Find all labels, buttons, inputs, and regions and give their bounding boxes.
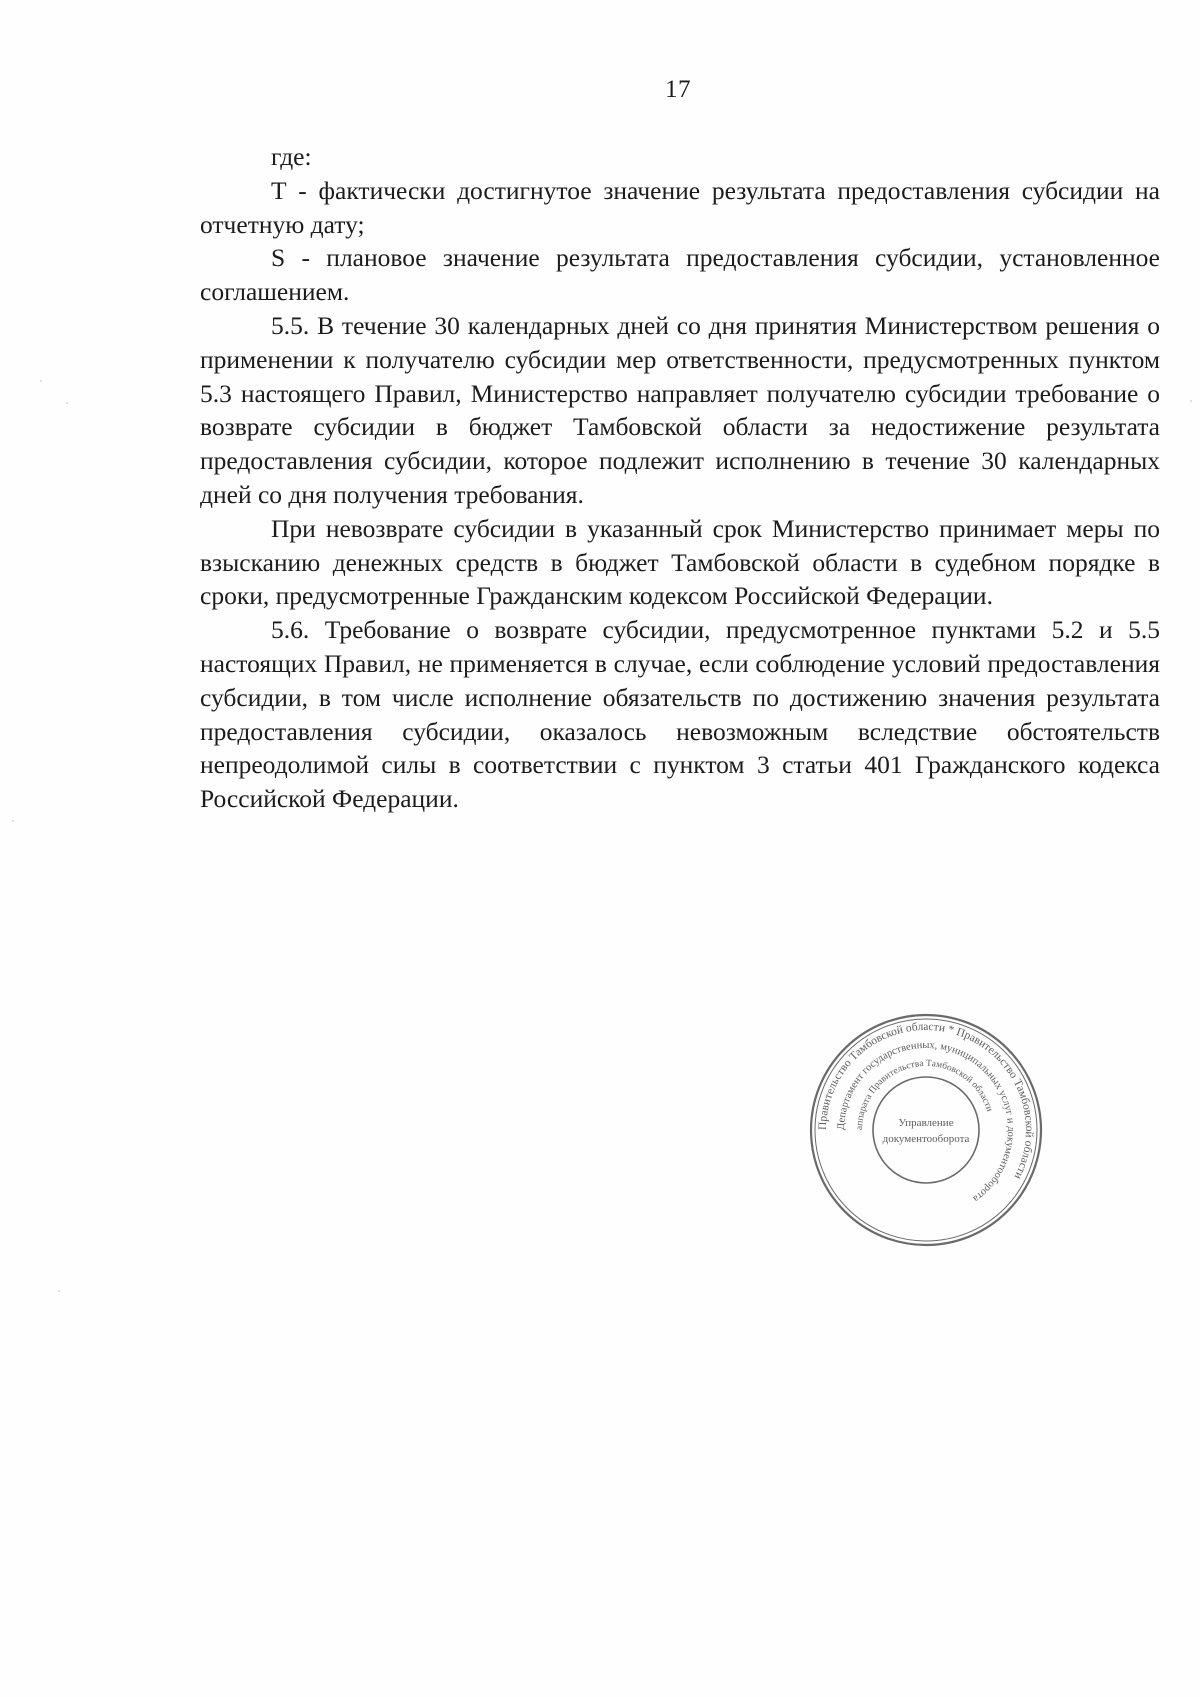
stamp-outer-ring-text: Правительство Тамбовской области * Правительство Тамбовской области <box>816 1020 1036 1182</box>
stamp-center-line1: Управление <box>898 1117 954 1129</box>
stamp-inner-ring-text: аппарата Правительства Тамбовской области <box>854 1058 995 1131</box>
paragraph-s-definition: S - плановое значение результата предоставления субсидии, установленное соглашением. <box>200 243 1160 307</box>
paragraph-where: где: <box>271 142 312 171</box>
scan-speck <box>12 820 14 822</box>
paragraph-non-return: При невозврате субсидии в указанный срок Министерство принимает меры по взысканию денежных средств в бюджет Тамбовской области в судебном порядке в сроки, предусмотренные Гражданским кодексом Российской Федерации. <box>200 513 1160 611</box>
stamp-center-line2: документооборота <box>882 1133 970 1145</box>
paragraph-5-5: 5.5. В течение 30 календарных дней со дня принятия Министерством решения о применении к получателю субсидии мер ответственности, предусмотренных пунктом 5.3 настоящего Правил, Министерство направляет получателю субсидии требование о возврате субсидии в бюджет Тамбовской области за недостижение результата предоставления субсидии, которое подлежит исполнению в течение 30 календарных дней со дня получения требования. <box>200 310 1160 509</box>
scan-speck <box>40 380 42 382</box>
scan-speck <box>58 1290 60 1292</box>
scan-speck <box>1190 400 1192 402</box>
official-seal-stamp <box>808 1012 1044 1248</box>
paragraph-5-6: 5.6. Требование о возврате субсидии, предусмотренное пунктами 5.2 и 5.5 настоящих Правил, не применяется в случае, если соблюдение условий предоставления субсидии, в том числе исполнение обязательств по достижению значения результата предоставления субсидии, оказалось невозможным вследствие обстоятельств непреодолимой силы в соответствии с пунктом 3 статьи 401 Гражданского кодекса Российской Федерации. <box>200 615 1160 814</box>
document-body <box>200 140 1160 816</box>
stamp-middle-ring-text: Департамент государственных, муниципальных услуг и документооборота <box>835 1039 1017 1205</box>
paragraph-t-definition: Т - фактически достигнутое значение результата предоставления субсидии на отчетную дату; <box>200 175 1160 239</box>
page-number: 17 <box>665 76 691 103</box>
scan-speck <box>66 402 68 404</box>
